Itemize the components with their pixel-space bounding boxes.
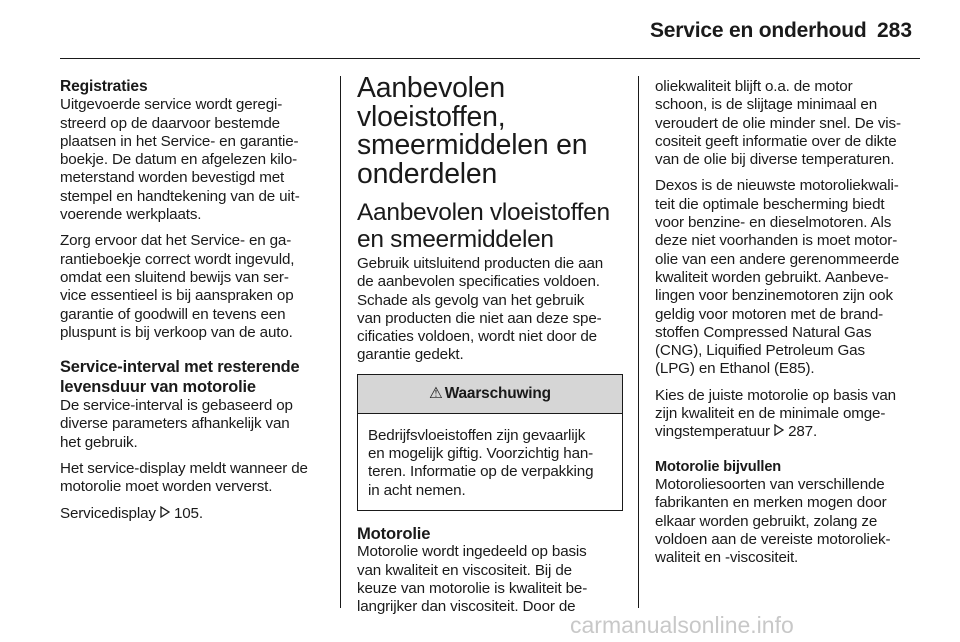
warning-header	[358, 375, 622, 414]
paragraph-registraties-2: Zorg ervoor dat het Service- en ga- rantieboekje correct wordt ingevuld, omdat een sluitend bewijs van ser- vice essentieel is bij aanspraken op garantie of goodwill en tevens een pluspunt is bij verkoop van de auto.	[60, 232, 295, 341]
paragraph-dexos: Dexos is de nieuwste motoroliekwali- teit die optimale bescherming biedt voor benzine- en dieselmotoren. Als deze niet voorhanden is moet motor- olie van een andere gerenommeerde kwaliteit worden gebruikt. Aanbeve- lingen voor benzinemotoren zijn ook geldig voor motoren met de brand- stoffen Compressed Natural Gas (CNG), Liquified Petroleum Gas (LPG) en Ethanol (E85).	[655, 177, 900, 378]
section-running-title: Service en onderhoud	[650, 19, 867, 42]
watermark-text: carmanualsonline.info	[570, 612, 794, 638]
paragraph-registraties-1: Uitgevoerde service wordt geregi- streerd op de daarvoor bestemde plaatsen in het Service- en garantie- boekje. De datum en afgelezen kilo- meterstand worden bevestigd met stempel en handtekening van de uit- voerende werkplaats.	[60, 96, 300, 224]
column-2	[357, 72, 627, 624]
page-reference-arrow-icon[interactable]	[160, 505, 170, 523]
paragraph-aanbevolen: Gebruik uitsluitend producten die aan de aanbevolen specificaties voldoen. Schade als gevolg van het gebruik van producten die niet aan deze spe- cificaties voldoen, wordt niet door de garantie gedekt.	[357, 255, 604, 364]
section-title: Aanbevolen vloeistoffen en smeermiddelen	[357, 199, 610, 253]
chapter-title: Aanbevolen vloeistoffen, smeermiddelen en onderdelen	[357, 72, 588, 190]
page-number: 283	[877, 19, 913, 42]
column-divider-right	[638, 76, 639, 608]
column-1	[60, 78, 332, 531]
warning-box	[357, 374, 623, 511]
page-reference-105[interactable]: 105.	[173, 504, 203, 522]
heading-service-interval: Service-interval met resterende levensduur van motorolie	[60, 358, 300, 396]
column-divider-left	[340, 76, 341, 608]
paragraph-kies-motorolie: Kies de juiste motorolie op basis van zijn kwaliteit en de minimale omge- vingstemperatuur 287.	[655, 386, 896, 441]
heading-motorolie-bijvullen: Motorolie bijvullen	[655, 458, 782, 475]
warning-body: Bedrijfsvloeistoffen zijn gevaarlijk en mogelijk giftig. Voorzichtig han- teren. Informatie op de verpakking in acht nemen.	[368, 426, 594, 499]
paragraph-interval-2: Het service-display meldt wanneer de motorolie moet worden ververst.	[60, 460, 308, 496]
page-reference-287[interactable]: 287.	[788, 423, 818, 441]
paragraph-servicedisplay-ref: Servicedisplay 105.	[60, 504, 203, 522]
heading-motorolie: Motorolie	[357, 523, 431, 543]
paragraph-oliekwaliteit: oliekwaliteit blijft o.a. de motor schoon, is de slijtage minimaal en veroudert de olie minder snel. De vis- cositeit geeft informatie over de dikte van de olie bij diverse temperaturen.	[655, 78, 901, 169]
page-reference-arrow-icon[interactable]	[774, 423, 784, 441]
paragraph-motorolie: Motorolie wordt ingedeeld op basis van kwaliteit en viscositeit. Bij de keuze van motorolie is kwaliteit be- langrijker dan viscositeit. Door de	[357, 543, 588, 616]
paragraph-bijvullen: Motoroliesoorten van verschillende fabrikanten en merken mogen door elkaar worden gebruikt, zolang ze voldoen aan de vereiste motoroliek- waliteit en -viscositeit.	[655, 475, 891, 567]
column-3	[655, 78, 925, 575]
heading-registraties: Registraties	[60, 78, 148, 95]
warning-title: Waarschuwing	[444, 384, 551, 402]
paragraph-interval-1: De service-interval is gebaseerd op diverse parameters afhankelijk van het gebruik.	[60, 397, 293, 451]
warning-triangle-icon: ⚠	[429, 384, 443, 402]
header-rule	[60, 58, 920, 59]
